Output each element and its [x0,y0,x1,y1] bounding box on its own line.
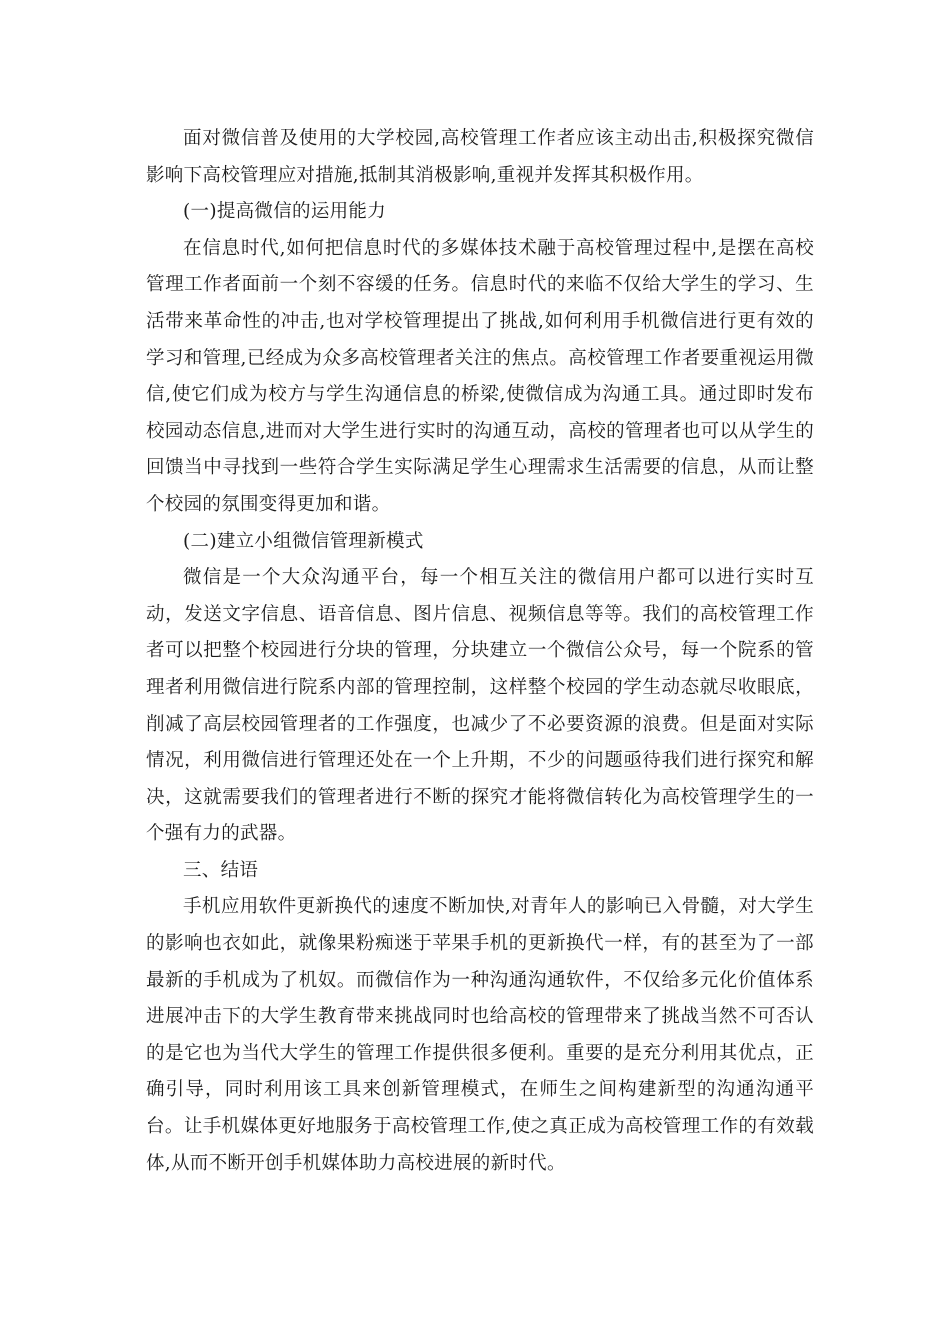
section-heading: 三、结语 [183,859,259,881]
section-heading: (二)建立小组微信管理新模式 [183,530,424,552]
body-paragraph: 面对微信普及使用的大学校园,高校管理工作者应该主动出击,积极探究微信影响下高校管理应对措施,抵制其消极影响,重视并发挥其积极作用。 [146,128,814,186]
body-paragraph: 手机应用软件更新换代的速度不断加快,对青年人的影响已入骨髓，对大学生的影响也衣如此，就像果粉痴迷于苹果手机的更新换代一样，有的甚至为了一部最新的手机成为了机奴。而微信作为一种沟通沟通软件，不仅给多元化价值体系进展冲击下的大学生教育带来挑战同时也给高校的管理带来了挑战当然不可否认的是它也为当代大学生的管理工作提供很多便利。重要的是充分利用其优点，正确引导，同时利用该工具来创新管理模式，在师生之间构建新型的沟通沟通平台。让手机媒体更好地服务于高校管理工作,使之真正成为高校管理工作的有效载体,从而不断开创手机媒体助力高校进展的新时代。 [146,896,814,1174]
body-paragraph: 在信息时代,如何把信息时代的多媒体技术融于高校管理过程中,是摆在高校管理工作者面前一个刻不容缓的任务。信息时代的来临不仅给大学生的学习、生活带来革命性的冲击,也对学校管理提出了挑战,如何利用手机微信进行更有效的学习和管理,已经成为众多高校管理者关注的焦点。高校管理工作者要重视运用微信,使它们成为校方与学生沟通信息的桥梁,使微信成为沟通工具。通过即时发布校园动态信息,进而对大学生进行实时的沟通互动，高校的管理者也可以从学生的回馈当中寻找到一些符合学生实际满足学生心理需求生活需要的信息，从而让整个校园的氛围变得更加和谐。 [146,237,814,515]
document-body [146,121,814,1182]
body-paragraph: 微信是一个大众沟通平台，每一个相互关注的微信用户都可以进行实时互动，发送文字信息、语音信息、图片信息、视频信息等等。我们的高校管理工作者可以把整个校园进行分块的管理，分块建立一个微信公众号，每一个院系的管理者利用微信进行院系内部的管理控制，这样整个校园的学生动态就尽收眼底，削减了高层校园管理者的工作强度，也减少了不必要资源的浪费。但是面对实际情况，利用微信进行管理还处在一个上升期，不少的问题亟待我们进行探究和解决，这就需要我们的管理者进行不断的探究才能将微信转化为高校管理学生的一个强有力的武器。 [146,567,814,845]
section-heading: (一)提高微信的运用能力 [183,201,387,223]
